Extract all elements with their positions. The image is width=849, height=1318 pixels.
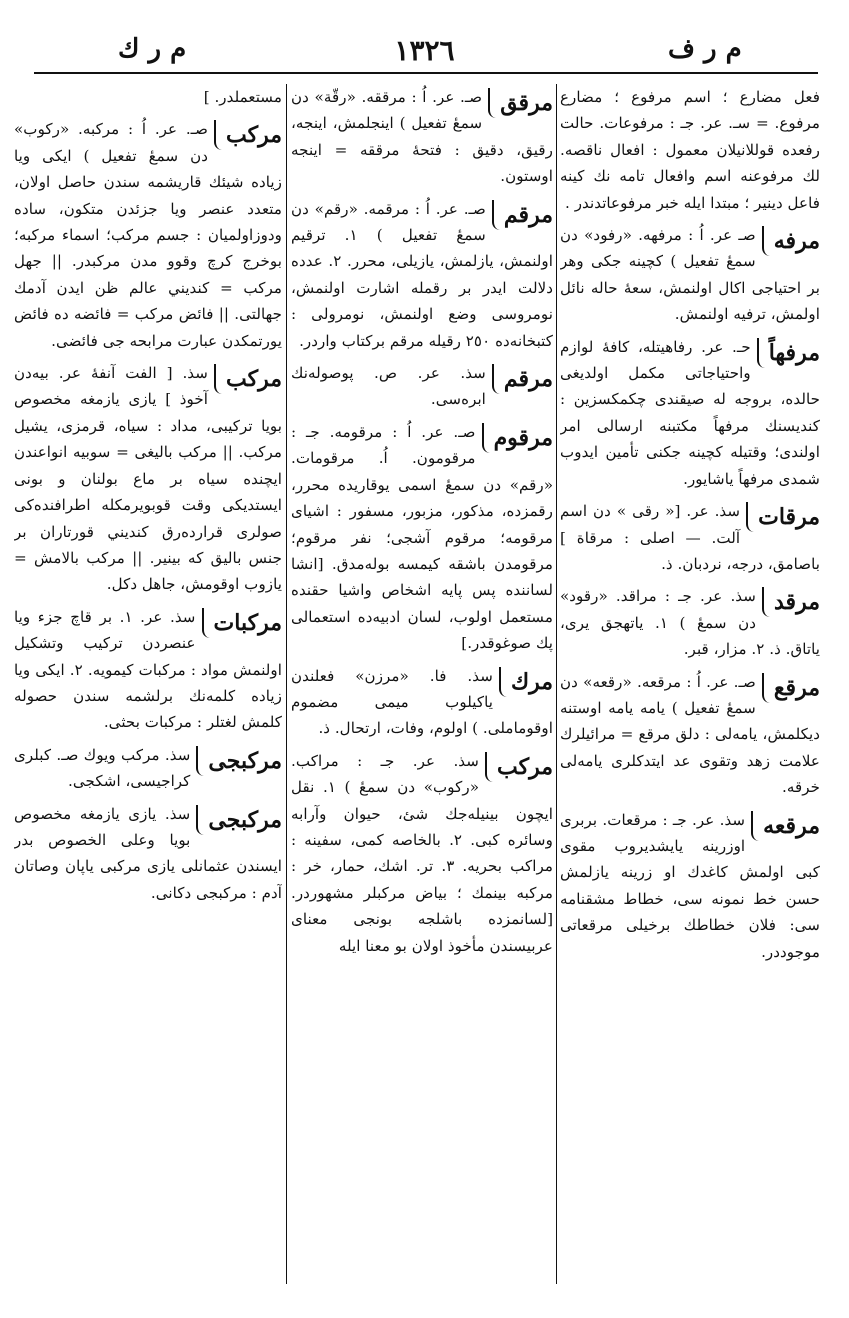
- entry-headword: مرقات: [746, 502, 820, 532]
- entry-headword: مرقم: [492, 200, 553, 230]
- dictionary-entry: [291, 84, 553, 190]
- entry-definition: فعل مضارع ؛ اسم مرفوع ؛ مضارع مرفوع. = سـ. عر. جـ : مرفوعات. حالت رفعده قوللانيلان معمول : افعال ناقصه. لك مرفوعنه اسم وافعال تامه نك كينه فاعل دينير ؛ مبتدا ايله خبر مرفوعاتدندر .: [560, 88, 820, 212]
- column-middle: [291, 84, 553, 1298]
- dictionary-entry: [291, 419, 553, 657]
- dictionary-entry: [14, 742, 282, 795]
- dictionary-entry: [560, 669, 820, 801]
- entry-definition: سذ. يازى يازمغه مخصوص بويا وعلى الخصوص بدر ايسندن عثمانلى يازى مركبى ياپان وصاتان آدم : مركبجى دكانى.: [14, 804, 282, 902]
- entry-definition: سذ. عر. [« رقى » دن اسم آلت. — اصلى : مرقاة ] باصامق، درجه، نردبان. ذ.: [560, 502, 820, 573]
- entry-definition: سذ. عر. ص. پوصوله‌نك ابره‌سى.: [291, 364, 486, 409]
- entry-definition: سذ. فا. «مرزن» فعلندن ياكيلوب ميمى مضموم اوقوماملى. ) اولوم، وفات، ارتحال. ذ.: [291, 666, 553, 738]
- entry-definition: سذ. عر. جـ : مرقعات. بربرى اوزرينه يايشديروب مقوى كبى اولمش كاغدك او زرينه يازلمش حسن خط نمونه سى، خطاط مشقنامه سى: فلان خطاطك برخيلى مرقعاتى موجوددر.: [560, 810, 820, 961]
- entry-headword: مرقعه: [751, 811, 820, 841]
- dictionary-entry: [560, 334, 820, 492]
- column-left: [14, 84, 282, 1298]
- dictionary-entry: [14, 116, 282, 354]
- dictionary-entry: [14, 604, 282, 736]
- entry-headword: مرقد: [762, 587, 820, 617]
- column-right: [560, 84, 820, 1298]
- dictionary-entry: [14, 84, 282, 110]
- entry-definition: حـ. عر. رفاهيتله، كافهٔ لوازم واحتياجاتى مكمل اولديغى حالده، بروجه له صيقندى چكمكسزين : كنديسنك مرفهاً مكتبنه ارسالى امر اولندى؛ وقتيله كچينه جكنى تأمين ايدوب شمدى مرفهاً ياشايور.: [560, 337, 820, 488]
- page-header: [0, 34, 849, 74]
- dictionary-entry: [291, 663, 553, 742]
- entry-headword: مركب: [214, 120, 282, 150]
- dictionary-entry: [291, 196, 553, 354]
- page-number: ١٣٢٦: [394, 34, 455, 67]
- dictionary-entry: [291, 360, 553, 413]
- dictionary-entry: [291, 748, 553, 959]
- entry-headword: مرفهاً: [757, 338, 820, 368]
- entry-definition: سذ. عر. ١. بر قاچ جزء ويا عنصردن تركيب وتشكيل اولنمش مواد : مركبات كيمويه. ٢. ايكى ويا زياده كلمه‌نك برلشمه سندن حصوله كلمش لغتلر : مركبات بحثى.: [14, 607, 282, 732]
- entry-definition: صـ. عر. اُ : مرقعه. «رقعه» دن سمعٔ تفعيل ) يامه يامه اوستنه ديكلمش، يامه‌لى : دلق مرقع = مرائيلرك علامت زهد وتقوى عد ايتدكلرى يامه‌لى خرقه.: [560, 672, 820, 797]
- entry-definition: صـ. عر. اُ : مرقومه. جـ : مرقومون. اُ. مرقومات. «رقم» دن سمعٔ اسمى يوقاريده محرر، رقمزده، مذكور، مزبور، مسفور : اشياى مرقومه؛ مرقوم آشجى؛ نفر مرقوم؛ مرقومدن باشقه كيمسه بوله‌مدق. [انشا لساننده پس پايه اشخاص واشيا حقنده مستعمل اولوب، لسان ادبيه‌ده استعمالى پك صوغوقدر.]: [291, 422, 553, 653]
- entry-definition: سذ. عر. جـ : مراقد. «رقود» دن سمعٔ ) ١. ياتهجق يرى، ياتاق. ذ. ٢. مزار، قبر.: [560, 587, 820, 659]
- entry-headword: مركبجى: [196, 746, 282, 776]
- entry-headword: مركب: [214, 364, 282, 394]
- running-head-left: م ر ك: [118, 34, 187, 64]
- dictionary-entry: [560, 84, 820, 216]
- dictionary-entry: [560, 807, 820, 965]
- entry-definition: مستعملدر. ]: [203, 88, 282, 106]
- entry-headword: مرقع: [762, 673, 820, 703]
- entry-definition: صـ. عر. اُ : مركبه. «ركوب» دن سمعٔ تفعيل ) ايكى ويا زياده شيئك قاريشمه سندن حاصل اولان، متعدد عنصر ويا جزئدن متكون، ساده ودوزاولميان : جسم مركب؛ اسماء مركبه؛ بوخرج كرچ وقوو مدن مركبدر. || جهل مركب = كنديني عالم ظن ايدن آدمك جهالتى. || فائض مركب = فائضه ده فائض يورتمكدن عبارت مرابحه جى فائضى.: [14, 120, 282, 350]
- entry-definition: صـ. عر. اُ : مرققه. «رقّة» دن سمعٔ تفعيل ) اينجلمش، اينجه، رقيق، دقيق : فتحهٔ مرققه = اينجه اوستون.: [291, 88, 553, 186]
- dictionary-entry: [14, 801, 282, 907]
- dictionary-entry: [560, 583, 820, 662]
- entry-headword: مركبات: [202, 608, 282, 638]
- dictionary-entry: [560, 498, 820, 577]
- entry-headword: مرقق: [488, 88, 553, 118]
- header-rule: [34, 72, 818, 74]
- entry-headword: مركبجى: [196, 805, 282, 835]
- entry-headword: مرك: [499, 667, 553, 697]
- entry-definition: سذ. مركب ويوك صـ. كبلرى كراجيسى، اشكجى.: [14, 745, 191, 791]
- entry-definition: صـ عر. اُ : مرفهه. «رفود» دن سمعٔ تفعيل ) كچينه جكى وهر بر احتياجى اكال اولنمش، سعهٔ حاله نائل اولمش، ترفيه اولنمش.: [560, 226, 820, 324]
- entry-headword: مرقوم: [482, 423, 553, 453]
- column-divider: [286, 84, 287, 1284]
- column-divider: [556, 84, 557, 1284]
- entry-headword: مرفه: [762, 226, 820, 256]
- entry-headword: مركب: [485, 752, 553, 782]
- dictionary-entry: [560, 222, 820, 328]
- entry-headword: مرقم: [492, 364, 553, 394]
- running-head-right: م ر ف: [668, 34, 742, 64]
- entry-definition: صـ. عر. اُ : مرقمه. «رقم» دن سمعٔ تفعيل ) ١. ترقيم اولنمش، يازلمش، يازيلى، محرر. ٢. عدده دلالت ايدر بر رقمله اشارت اولنمش، نومروسى وضع اولنمش، نومرولى : كتبخانه‌ده ٢٥٠ رقيله مرقم بركتاب واردر.: [291, 199, 553, 350]
- dictionary-entry: [14, 360, 282, 598]
- entry-definition: سذ. عر. جـ : مراكب. «ركوب» دن سمعٔ ) ١. نقل ايچون بينيله‌جك شئ، حيوان وآرابه وسائره كبى. ٢. بالخاصه كمى، سفينه : مراكب بحريه. ٣. تر. اشك، حمار، خر : مركبه بينمك ؛ بياض مركبلر مشهوردر. [لسانمزده باشلجه بونجى معناى عربيسندن مأخوذ اولان بو معنا ايله: [291, 751, 553, 955]
- entry-definition: سذ. [ الفت آنفهٔ عر. بيه‌دن آخوذ ] يازى يازمغه مخصوص بويا تركيبى، مداد : سياه، قرمزى، يشيل مركب. || مركب باليغى = سوبيه انواعندن ايچنده سياه بر ماع بولنان و بونى ايستديكى وقت قوبويرمكله اطرافنده‌كى صولرى قرارده‌رق كنديني قورتاران بر جنس باليق كه بينير. || مركب بالامش = يازوب اوقومش، جاهل دكل.: [14, 364, 282, 594]
